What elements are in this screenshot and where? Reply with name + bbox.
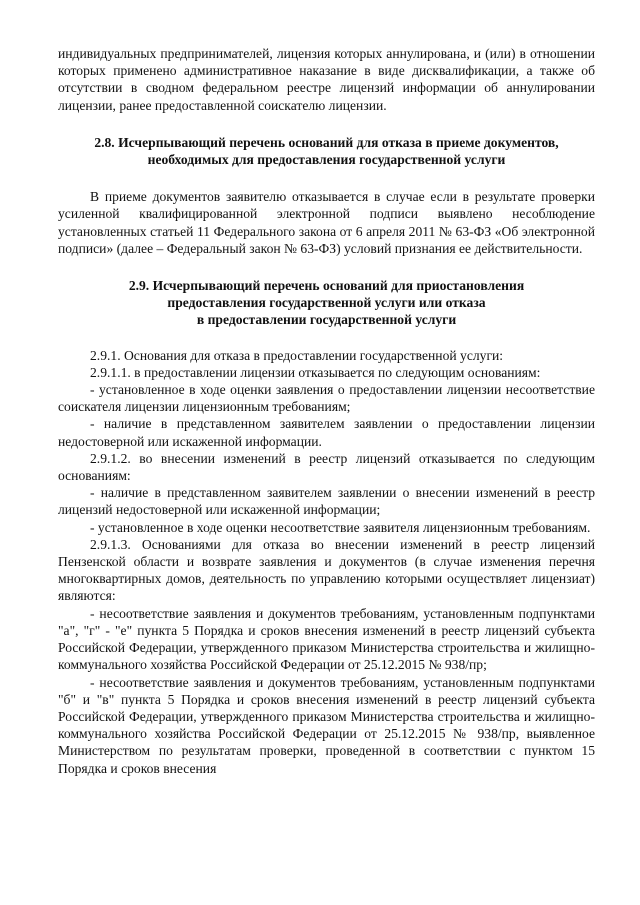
spacer (58, 168, 595, 188)
list-item: - несоответствие заявления и документов требованиям, установленным подпунктами "б" и "в" пункта 5 Порядка и сроков внесения изменений в реестр лицензий субъекта Российской Федерации, утвержденного приказом Министерства строительства и жилищно-коммунального хозяйства Российской Федерации от 25.12.2015 № 938/пр, выявленное Министерством по результатам проверки, проведенной в соответствии с пунктом 15 Порядка и сроков внесения (58, 674, 595, 776)
section-2-8-heading: 2.8. Исчерпывающий перечень оснований для отказа в приеме документов, необходимых для предоставления государственной услуги (94, 134, 559, 168)
list-item: - наличие в представленном заявителем заявлении о предоставлении лицензии недостоверной или искаженной информации. (58, 416, 595, 449)
list-item: - установленное в ходе оценки заявления о предоставлении лицензии несоответствие соискателя лицензии лицензионным требованиям; (58, 382, 595, 415)
spacer (58, 114, 595, 134)
list-item: - установленное в ходе оценки несоответствие заявителя лицензионным требованиям. (90, 519, 591, 535)
paragraph-2-9-1: 2.9.1. Основания для отказа в предоставлении государственной услуги: (90, 347, 504, 363)
section-2-9-heading-line1: 2.9. Исчерпывающий перечень оснований для приостановления (128, 278, 525, 294)
list-item: - наличие в представленном заявителем заявлении о внесении изменений в реестр лицензий недостоверной или искаженной информации; (58, 485, 595, 518)
paragraph-2-9-1-1: 2.9.1.1. в предоставлении лицензии отказывается по следующим основаниям: (90, 364, 541, 380)
paragraph-2-9-1-2: 2.9.1.2. во внесении изменений в реестр лицензий отказывается по следующим основаниям: (58, 450, 595, 484)
section-2-9-heading-line2: предоставления государственной услуги или отказа (167, 295, 486, 311)
section-2-9-heading-line3: в предоставлении государственной услуги (196, 312, 457, 328)
spacer (58, 329, 595, 347)
spacer (58, 257, 595, 277)
paragraph-2-9-1-3: 2.9.1.3. Основаниями для отказа во внесении изменений в реестр лицензий Пензенской области и возврате заявления и документов (в случае изменения перечня многоквартирных домов, деятельность по управлению которыми осуществляет лицензиат) являются: (58, 536, 595, 604)
section-2-9-heading (58, 277, 595, 329)
intro-paragraph: индивидуальных предпринимателей, лицензия которых аннулирована, и (или) в отношении которых применено административное наказание в виде дисквалификации, а также об отсутствии в сводном федеральном реестре лицензий информации об аннулировании лицензии, ранее предоставленной соискателю лицензии. (58, 46, 595, 113)
list-item: - несоответствие заявления и документов требованиям, установленным подпунктами "а", "г" - "е" пункта 5 Порядка и сроков внесения изменений в реестр лицензий субъекта Российской Федерации, утвержденного приказом Министерства строительства и жилищно-коммунального хозяйства Российской Федерации от 25.12.2015 № 938/пр; (58, 605, 595, 673)
section-2-8-paragraph: В приеме документов заявителю отказывается в случае если в результате проверки усиленной квалифицированной электронной подписи выявлено несоблюдение установленных статьей 11 Федерального закона от 6 апреля 2011 № 63-ФЗ «Об электронной подписи» (далее – Федеральный закон № 63-ФЗ) условий признания ее действительности. (58, 189, 595, 256)
